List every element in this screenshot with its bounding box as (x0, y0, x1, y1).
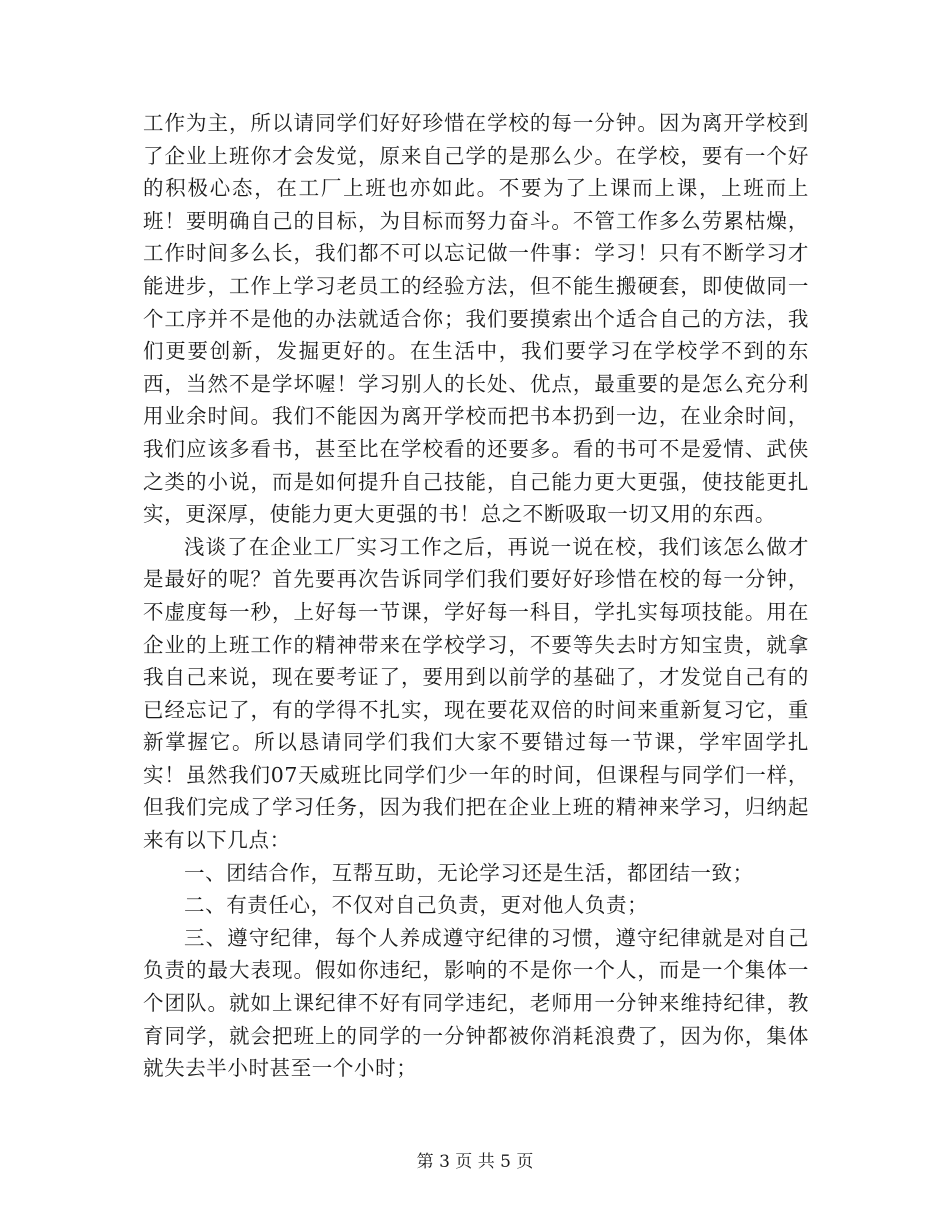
paragraph-1: 工作为主，所以请同学们好好珍惜在学校的每一分钟。因为离开学校到了企业上班你才会发觉，原来自己学的是那么少。在学校，要有一个好的积极心态，在工厂上班也亦如此。不要为了上课而上课，上班而上班！要明确自己的目标，为目标而努力奋斗。不管工作多么劳累枯燥，工作时间多么长，我们都不可以忘记做一件事：学习！只有不断学习才能进步，工作上学习老员工的经验方法，但不能生搬硬套，即使做同一个工序并不是他的办法就适合你；我们要摸索出个适合自己的方法，我们更要创新，发掘更好的。在生活中，我们要学习在学校学不到的东西，当然不是学坏喔！学习别人的长处、优点，最重要的是怎么充分利用业余时间。我们不能因为离开学校而把书本扔到一边，在业余时间，我们应该多看书，甚至比在学校看的还要多。看的书可不是爱情、武侠之类的小说，而是如何提升自己技能，自己能力更大更强，使技能更扎实，更深厚，使能力更大更强的书！总之不断吸取一切又用的东西。 (143, 111, 809, 527)
list-item-2: 二、有责任心，不仅对自己负责，更对他人负责； (184, 893, 649, 918)
page-footer: 第 3 页 共 5 页 (416, 1152, 534, 1172)
list-item-1: 一、团结合作，互帮互助，无论学习还是生活，都团结一致； (184, 860, 754, 885)
list-item-3: 三、遵守纪律，每个人养成遵守纪律的习惯，遵守纪律就是对自己负责的最大表现。假如你违纪，影响的不是你一个人，而是一个集体一个团队。就如上课纪律不好有同学违纪，老师用一分钟来维持纪律，教育同学，就会把班上的同学的一分钟都被你消耗浪费了，因为你，集体就失去半小时甚至一个小时； (143, 925, 809, 1081)
document-body (143, 107, 809, 1085)
paragraph-2: 浅谈了在企业工厂实习工作之后，再说一说在校，我们该怎么做才是最好的呢？首先要再次告诉同学们我们要好好珍惜在校的每一分钟，不虚度每一秒，上好每一节课，学好每一科目，学扎实每项技能。用在企业的上班工作的精神带来在学校学习，不要等失去时方知宝贵，就拿我自己来说，现在要考证了，要用到以前学的基础了，才发觉自己有的已经忘记了，有的学得不扎实，现在要花双倍的时间来重新复习它，重新掌握它。所以恳请同学们我们大家不要错过每一节课，学牢固学扎实！虽然我们07天威班比同学们少一年的时间，但课程与同学们一样，但我们完成了学习任务，因为我们把在企业上班的精神来学习，归纳起来有以下几点： (143, 534, 809, 853)
